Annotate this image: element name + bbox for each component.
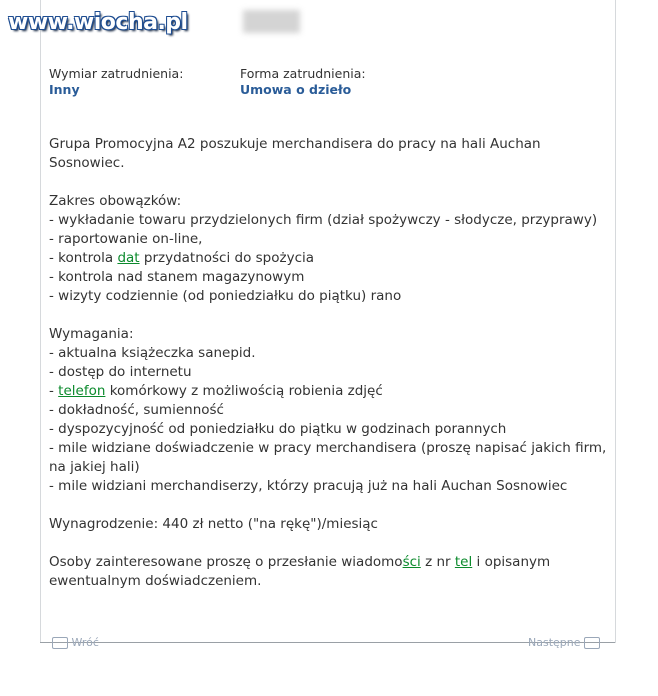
job-description	[49, 135, 609, 591]
requirement-item: - dostęp do internetu	[49, 364, 192, 380]
duties-heading: Zakres obowązków:	[49, 193, 182, 209]
employment-size-label: Wymiar zatrudnienia:	[49, 66, 184, 81]
duty-item: - wykładanie towaru przydzielonych firm (dział spożywczy - słodycze, przyprawy)	[49, 212, 598, 228]
employment-size-value: Inny	[49, 82, 80, 97]
duty-item: - raportowanie on-line,	[49, 231, 203, 247]
requirement-item: - aktualna książeczka sanepid.	[49, 345, 256, 361]
duty-item: - kontrola dat przydatności do spożycia	[49, 250, 315, 266]
arrow-right-icon	[584, 637, 600, 649]
blurred-logo	[243, 10, 300, 33]
duty-item: - wizyty codziennie (od poniedziałku do piątku) rano	[49, 288, 402, 304]
keyword-link-sci[interactable]: ści	[402, 554, 421, 570]
requirements-heading: Wymagania:	[49, 326, 134, 342]
intro-line: Grupa Promocyjna A2 poszukuje merchandisera do pracy na hali Auchan	[49, 136, 541, 152]
duty-item: - kontrola nad stanem magazynowym	[49, 269, 305, 285]
keyword-link-tel[interactable]: tel	[454, 554, 473, 570]
requirement-item: - dyspozycyjność od poniedziałku do piątku w godzinach porannych	[49, 421, 507, 437]
requirement-item: - telefon komórkowy z możliwością robienia zdjęć	[49, 383, 383, 399]
arrow-left-icon	[52, 637, 68, 649]
salary-line: Wynagrodzenie: 440 zł netto ("na rękę")/miesiąc	[49, 516, 378, 532]
contact-line: ewentualnym doświadczeniem.	[49, 573, 262, 589]
requirement-item: - mile widziane doświadczenie w pracy merchandisera (proszę napisać jakich firm, na jakiej hali)	[49, 440, 607, 475]
intro-line: Sosnowiec.	[49, 155, 125, 171]
requirement-item: - mile widziani merchandiserzy, którzy pracują już na hali Auchan Sosnowiec	[49, 478, 568, 494]
contact-line: Osoby zainteresowane proszę o przesłanie wiadomości z nr tel i opisanym	[49, 554, 551, 570]
keyword-link-telefon[interactable]: telefon	[58, 383, 106, 399]
back-link[interactable]: Wróć	[52, 636, 99, 649]
site-watermark: www.wiocha.pl	[8, 10, 188, 35]
keyword-link-dat[interactable]: dat	[117, 250, 140, 266]
employment-form-label: Forma zatrudnienia:	[240, 66, 366, 81]
requirement-item: - dokładność, sumienność	[49, 402, 224, 418]
employment-form-value: Umowa o dzieło	[240, 82, 352, 97]
next-link[interactable]: Następne	[528, 636, 600, 649]
